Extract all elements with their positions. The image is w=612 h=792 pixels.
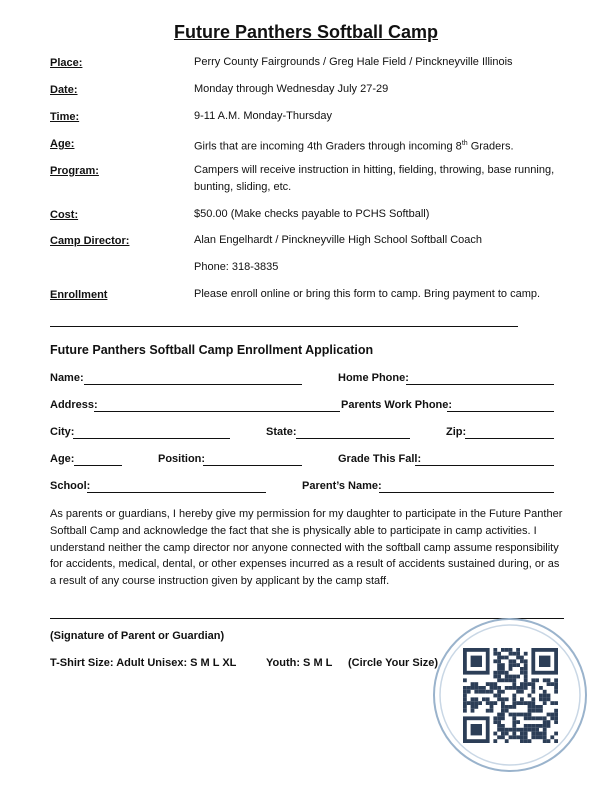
place-value: Perry County Fairgrounds / Greg Hale Field / Pinckneyville Illinois	[194, 56, 513, 68]
city-field[interactable]	[73, 438, 230, 439]
home-phone-label: Home Phone:	[338, 372, 409, 384]
place-label: Place:	[50, 57, 83, 69]
grade-field[interactable]	[415, 465, 554, 466]
program-label: Program:	[50, 165, 99, 177]
application-heading: Future Panthers Softball Camp Enrollment Application	[50, 343, 374, 357]
section-divider	[50, 326, 518, 327]
page-title: Future Panthers Softball Camp	[173, 22, 439, 42]
zip-field[interactable]	[465, 438, 554, 439]
position-label: Position:	[158, 453, 206, 465]
age-field[interactable]	[74, 465, 122, 466]
cost-label: Cost:	[50, 209, 79, 221]
parents-work-phone-field[interactable]	[447, 411, 554, 412]
age-label: Age:	[50, 138, 75, 150]
parents-work-phone-label: Parents Work Phone:	[341, 399, 453, 411]
cost-value: $50.00 (Make checks payable to PCHS Softball)	[194, 208, 430, 220]
qr-outer-ring	[434, 619, 586, 771]
phone-value: Phone: 318-3835	[194, 261, 279, 273]
city-label: City:	[50, 426, 75, 438]
school-label: School:	[50, 480, 91, 492]
position-field[interactable]	[203, 465, 302, 466]
qr-code-icon[interactable]	[432, 617, 612, 792]
home-phone-field[interactable]	[406, 384, 554, 385]
circle-size-note: (Circle Your Size)	[348, 657, 439, 669]
tshirt-youth-sizes: Youth: S M L	[266, 657, 333, 669]
state-label: State:	[266, 426, 297, 438]
permission-paragraph: As parents or guardians, I hereby give my permission for my daughter to participate in the Future Panther Softball Camp and acknowledge the fact that she is physically able to participate in camp activities. I understand neither the camp director nor anyone connected with the softball camp assume responsibility for accidents, medical, dental, or other expenses incurred as a result of accidents sustained during, or as a result of any course instruction given by applicant by the camp staff.	[50, 508, 563, 588]
name-label: Name:	[50, 372, 84, 384]
enrollment-label: Enrollment	[50, 289, 108, 301]
school-field[interactable]	[87, 492, 266, 493]
state-field[interactable]	[296, 438, 410, 439]
date-label: Date:	[50, 84, 78, 96]
parents-name-field[interactable]	[379, 492, 554, 493]
zip-label: Zip:	[446, 426, 467, 438]
grade-label: Grade This Fall:	[338, 453, 422, 465]
enrollment-value: Please enroll online or bring this form to camp. Bring payment to camp.	[194, 288, 541, 300]
time-value: 9-11 A.M. Monday-Thursday	[194, 110, 332, 122]
age-value: Girls that are incoming 4th Graders through incoming 8th Graders.	[194, 140, 514, 153]
camp-director-label: Camp Director:	[50, 235, 130, 247]
date-value: Monday through Wednesday July 27-29	[194, 83, 389, 95]
program-value: Campers will receive instruction in hitting, fielding, throwing, base running, bunting, sliding, etc.	[194, 164, 555, 193]
age-field-label: Age:	[50, 453, 75, 465]
camp-director-value: Alan Engelhardt / Pinckneyville High School Softball Coach	[194, 234, 482, 246]
address-field[interactable]	[94, 411, 340, 412]
address-label: Address:	[50, 399, 98, 411]
name-field[interactable]	[84, 384, 302, 385]
signature-label: (Signature of Parent or Guardian)	[50, 630, 225, 642]
time-label: Time:	[50, 111, 80, 123]
tshirt-adult-sizes: T-Shirt Size: Adult Unisex: S M L XL	[50, 657, 237, 669]
parents-name-label: Parent’s Name:	[302, 480, 382, 492]
